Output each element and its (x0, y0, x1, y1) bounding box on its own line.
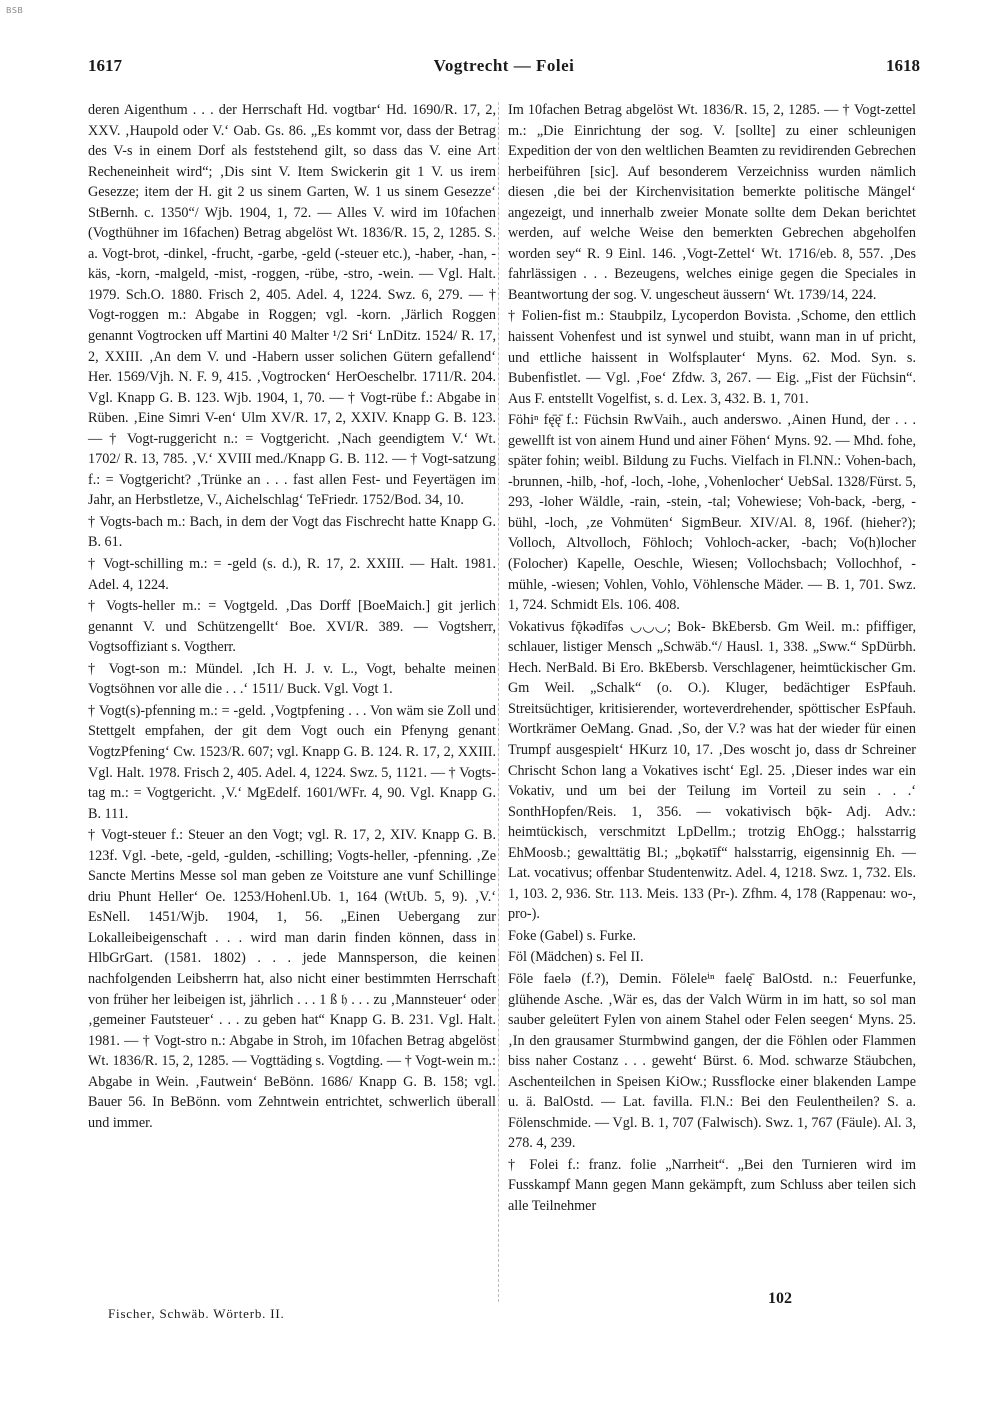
entry-vogtrecht-continuation: deren Aigenthum . . . der Herrschaft Hd. vogtbar‘ Hd. 1690/R. 17, 2, XXV. ‚Haupold oder V.‘ Oab. Gs. 86. „Es kommt vor, dass der Betrag des V-s in einem Dorf als feststehend gilt, so dass das V. eine Art Recheneinheit wird“; ‚Dis sint V. Item Swickerin git 1 V. us irem Gesezze; item der H. git 2 us sinem Garten, W. 1 us sinem Gesezze‘ StBernh. c. 1350“/ Wjb. 1904, 1, 72. — Alles V. wird im 10fachen (Vogthühner im 16fachen) Betrag abgelöst Wt. 1836/R. 15, 2, 1285. S. a. Vogt-brot, -dinkel, -frucht, -garbe, -geld (-steuer etc.), -haber, -han, -käs, -korn, -malgeld, -mist, -roggen, -rübe, -stro, -wein. — Vgl. Halt. 1979. Sch.O. 1880. Frisch 2, 405. Adel. 4, 1224. Swz. 6, 279. — † Vogt-roggen m.: Abgabe in Roggen; vgl. -korn. ‚Järlich Roggen genannt Vogtrocken uff Martini 40 Malter ¹/2 Sri‘ LnDitz. 1524/ R. 17, 2, XXIII. ‚An dem V. und -Habern usser solichen Gütern gefallend‘ Her. 1569/Vjh. N. F. 9, 415. ‚Vogtrocken‘ HerOeschelbr. 1711/R. 204. Vgl. Knapp G. B. 123. Wjb. 1904, 1, 70. — † Vogt-rübe f.: Abgabe in Rüben. ‚Eine Simri V-en‘ Ulm XV/R. 17, 2, XXIV. Knapp G. B. 123. — † Vogt-ruggericht n.: = Vogtgericht. ‚Nach geendigtem V.‘ Wt. 1702/ R. 13, 785. ‚V.‘ XVIII med./Knapp G. B. 112. — † Vogt-satzung f.: = Vogtgericht? ‚Trünke an . . . fast allen Fest- und Feyertägen im Jahr, an Herbstletze, V., Aichelschlag‘ TeFriedr. 1752/Bod. 34, 10. (88, 102, 496, 509)
entry-vogt-steuer: † Vogt-steuer f.: Steuer an den Vogt; vgl. R. 17, 2, XIV. Knapp G. B. 123f. Vgl. -bete, -geld, -gulden, -schilling; Vogts-heller, -pfenning. ‚Ze Sancte Mertins Messe sol man geben ze Voitsture ane vunf Schillinge driu Phunt Heller‘ Oe. 1253/Hohenl.Ub. 1, 164 (WtUb. 5, 9). ‚V.‘ EsNell. 1451/Wjb. 1904, 1, 56. „Einen Uebergang zur Lokalleibeigenschaft . . . wird man darin finden können, dass in HlbGrGart. (1581. 1802) . . . jede Mannsperson, die keinen nachfolgenden Leibsherrn hat, also nicht einer bestimmten Herrschaft von früher her leibeigen ist, jährlich . . . 1 ß 𝔥 . . . zu ‚Mannsteuer‘ oder ‚gemeiner Fautsteuer‘ . . . zu geben hat“ Knapp G. B. 231. Vgl. Halt. 1981. — † Vogt-stro n.: Abgabe in Stroh, im 10fachen Betrag abgelöst Wt. 1836/R. 15, 2, 1285. — Vogttäding s. Vogtding. — † Vogt-wein m.: Abgabe in Wein. ‚Fautwein‘ BeBönn. 1686/ Knapp G. B. 158; vgl. Bauer 56. In BeBönn. vom Zehntwein entrichtet, schwerlich überall und immer. (88, 827, 496, 1131)
entry-foel: Föl (Mädchen) s. Fel II. (508, 949, 644, 966)
entry-vogts-heller: † Vogts-heller m.: = Vogtgeld. ‚Das Dorff [BoeMaich.] git jerlich genannt V. und Schützengellt‘ Boe. XVI/R. 389. — Vogtsherr, Vogtsoffiziant s. Vogtherr. (88, 598, 496, 656)
entry-vokativus: Vokativus fǭkǝdīfǝs ◡◡◡; Bok- BkEbersb. Gm Weil. m.: pfiffiger, schlauer, listiger Mensch „Schwäb.“/ Hausl. 1, 338. „Sww.“ SpDürbh. Hech. NerBald. Bi Ero. BkEbersb. Verschlagener, heimtückischer Gm. Gm Weil. „Schalk“ (o. O.). Kluger, bedächtiger EsPfauh. Streitsüchtiger, kritisierender, worteverdrehender, spöttischer EsPfauh. Wortkrämer OeMang. Gnad. ‚So, der V.? was hat der wieder für einen Trumpf ausgespielt‘ HKurz 10, 17. ‚Des woscht jo, dass dr Schreiner Chrischt Schon lang a Vokatives ischt‘ Egl. 25. ‚Dieser indes war ein Vokativ, und um bei der Teilung im Vorteil zu sein . . .‘ SonthHopfen/Reis. 1, 356. — vokativisch bǭk- Adj. Adv.: heimtückisch, verschmitzt LpDellm.; trotzig EhOgg.; halsstarrig EhMoosb.; gewalttätig Bl.; „bǫkǝtīf“ halsstarrig, eigensinnig Eh. — Lat. vocativus; offenbar Studentenwitz. Adel. 4, 1218. Swz. 1, 732. Els. 1, 103. 2, 936. Str. 113. Meis. 133 (Pr-). Zfhm. 4, 178 (Rappenau: wo-, pro-). (508, 618, 916, 923)
page-number-right: 1618 (886, 56, 920, 75)
entry-folei: † Folei f.: franz. folie „Narrheit“. „Bei den Turnieren wird im Fusskampf Mann gegen Mann gekämpft, zum Schluss aber teilen sich alle Teilnehmer (508, 1156, 916, 1214)
entry-folien-fist: † Folien-fist m.: Staubpilz, Lycoperdon Bovista. ‚Schome, den ettlich haissent Vohenfest und ist synwel und stuibt, wann man in uf pricht, und ettliche haissent in Wolfsplauter‘ Myns. 62. Mod. Syn. s. Bubenfistlet. — Vgl. ‚Foe‘ Zfdw. 3, 267. — Eig. „Fist der Füchsin“. Aus F. entstellt Vogelfist, s. d. Lex. 3, 432. B. 1, 701. (508, 308, 916, 407)
entry-vogt-schilling: † Vogt-schilling m.: = -geld (s. d.), R. 17, 2. XXIII. — Halt. 1981. Adel. 4, 1224. (88, 556, 496, 593)
page-number-left: 1617 (88, 56, 122, 75)
entry-vogt-pfenning: † Vogt(s)-pfenning m.: = -geld. ‚Vogtpfening . . . Von wäm sie Zoll und Stettgelt empfahen, der git dem Vogt ouch ein Pfenyng genant VogtzPfening‘ Cw. 1523/R. 607; vgl. Knapp G. B. 124. R. 17, 2, XXIII. Vgl. Halt. 1978. Frisch 2, 405. Adel. 4, 1224. Swz. 5, 1121. — † Vogts-tag m.: = Vogtgericht. ‚V.‘ MgEdelf. 1601/WFr. 4, 90. Vgl. Knapp G. B. 111. (88, 702, 496, 822)
entry-vogt-zettel: Im 10fachen Betrag abgelöst Wt. 1836/R. 15, 2, 1285. — † Vogt-zettel m.: „Die Einrichtung der sog. V. [sollte] zu einer schleunigen Expedition der von den weltlichen Beamten zu revidirenden Gebrechen herbeiführen [sic]. Auf besonderem Verzeichniss wurden nämlich diesen ‚die bei der Kirchenvisitation bemerkte politische Mängel‘ angezeigt, und innerhalb zweier Monate sollte dem Dekan berichtet werden, auf welche Weise den bemerkten Gebrechen abgeholfen worden sey“ R. 9 Einl. 146. ‚Vogt-Zettel‘ Wt. 1716/eb. 8, 557. ‚Des fahrlässigen . . . Bezeugens, welches einige gegen die Speciales in Beantwortung der sog. V. ungescheut äussern‘ Wt. 1739/14, 224. (508, 102, 916, 303)
right-column (508, 100, 916, 1217)
left-column (88, 100, 496, 1133)
entry-vogt-son: † Vogt-son m.: Mündel. ‚Ich H. J. v. L., Vogt, behalte meinen Vogtsöhnen vor alle die . . .‘ 1511/ Buck. Vgl. Vogt 1. (88, 660, 496, 698)
entry-foehin: Föhiⁿ fę̄ę̄ f.: Füchsin RwVaih., auch anderswo. ‚Ainen Hund, der . . . gewellft ist von ainem Hund und ainer Föhen‘ Myns. 92. — Mhd. fohe, später fohin; weibl. Bildung zu Fuchs. Vielfach in Fl.NN.: Vohen-bach, -brunnen, -hilb, -hof, -loch, -lohe, ‚Vohenlocher‘ UebSal. 1328/Fürst. 5, 293, -loher Wäldle, -rain, -stein, -tal; Vohewiese; Voh-back, -berg, -bühl, -loch, ‚ze Vohmüten‘ SigmBeur. XIV/Al. 8, 196f. (hieher?); Volloch, Altvolloch, Föhloch; Vohloch-acker, -bach; Vo(h)locher (Folocher) Kapelle, Oeschle, Wiesen; Vollochsbach; Vollochhof, -mühle, -wiesen; Vohlen, Vohlo, Vöhlensche Mäder. — B. 1, 701. Swz. 1, 724. Schmidt Els. 106. 408. (508, 412, 916, 614)
entry-vogts-bach: † Vogts-bach m.: Bach, in dem der Vogt das Fischrecht hatte Knapp G. B. 61. (88, 513, 496, 551)
page-header (88, 56, 920, 86)
library-stamp: BSB (6, 6, 24, 15)
entry-foke: Foke (Gabel) s. Furke. (508, 927, 637, 944)
column-divider (498, 102, 499, 1302)
page-title: Vogtrecht — Folei (433, 56, 575, 75)
entry-foele: Föle faelǝ (f.?), Demin. Föleleⁱⁿ faelę̄ BalOstd. n.: Feuerfunke, glühende Asche. ‚Wär es, das der Valch Würm in im hatt, so sol man sauber geleütert Fylen von ainem Stahel oder Felen seegen‘ Myns. 25. ‚In den grausamer Sturmbwind gangen, der die Föhlen oder Flammen biss naher Costanz . . . geweht‘ Bürst. 6. Mod. schwarze Stäubchen, Aschenteilchen in Speisen KiOw.; Russflocke einer blakenden Lampe u. ä. BalOstd. — Lat. favilla. Fl.N.: Bei den Feulentheilen? S. a. Fölenschmide. — Vgl. B. 1, 707 (Falwisch). Swz. 1, 767 (Fäule). Al. 3, 278. 4, 239. (508, 970, 916, 1152)
footer-page-number: 102 (768, 1290, 792, 1307)
footer-author: Fischer, Schwäb. Wörterb. II. (108, 1306, 285, 1321)
